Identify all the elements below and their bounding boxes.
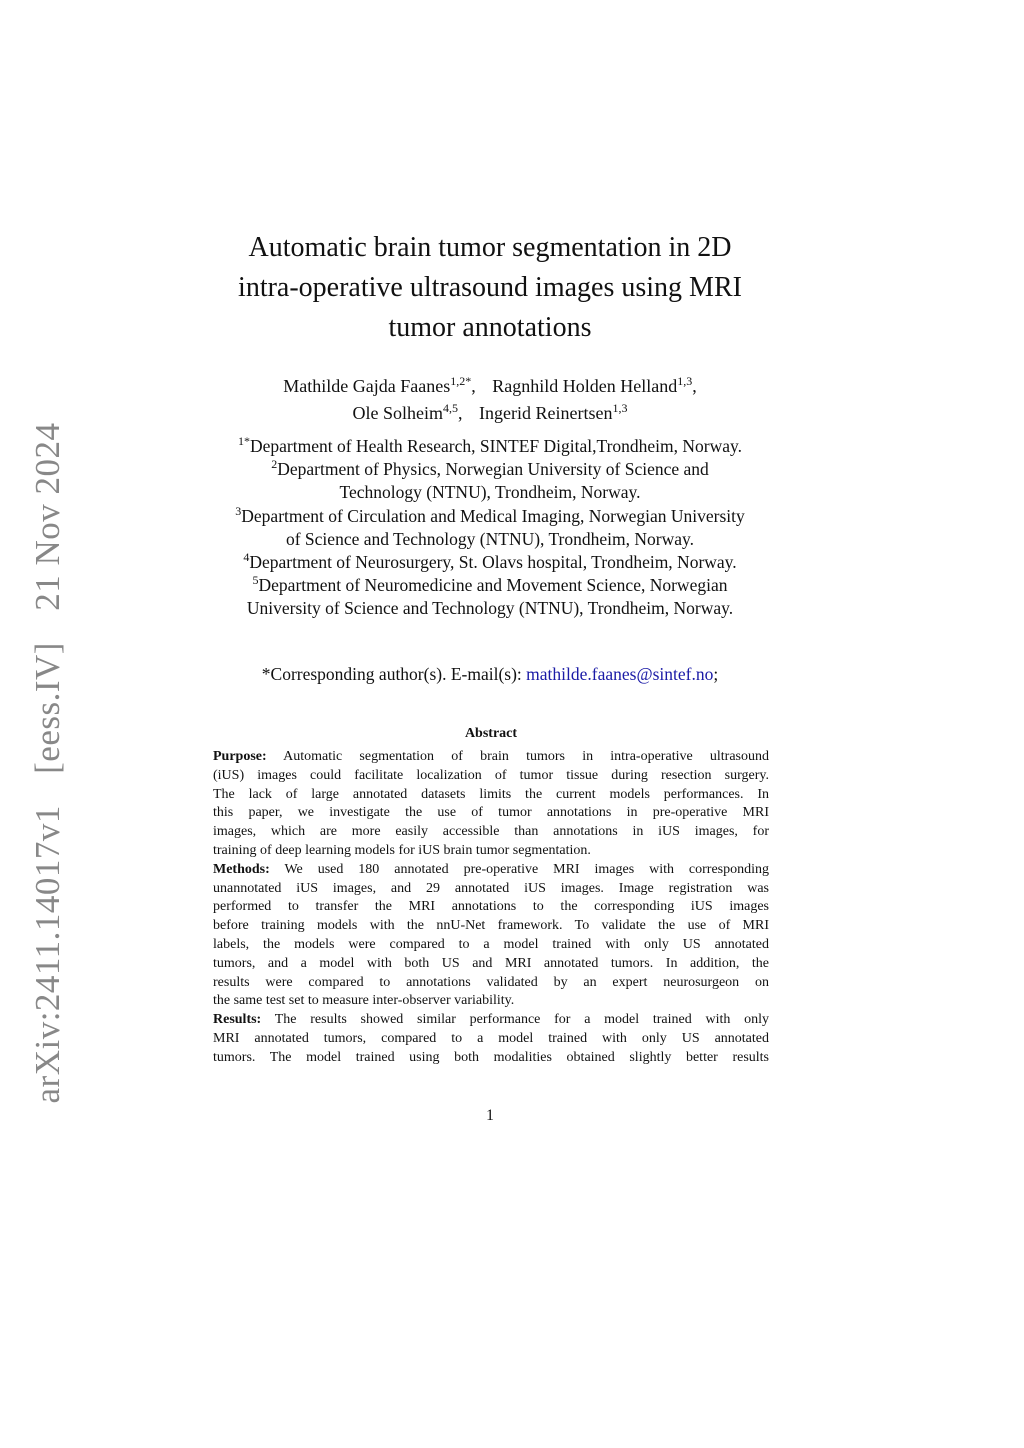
- abstract-line: Results: The results showed similar performance for a model trained with only: [213, 1012, 770, 1028]
- abstract-line: MRI annotated tumors, compared to a model trained with only US annotated: [213, 1030, 769, 1046]
- title-line: tumor annotations: [388, 312, 592, 343]
- email-link[interactable]: mathilde.faanes@sintef.no: [526, 664, 714, 684]
- affiliation-continuation: Technology (NTNU), Trondheim, Norway.: [339, 482, 641, 503]
- abstract-section-label: Methods:: [213, 861, 270, 877]
- page-number: 1: [486, 1107, 494, 1124]
- abstract-line: labels, the models were compared to a model trained with only US annotated: [213, 936, 769, 952]
- author: Ole Solheim$^{4,5}$,: [352, 401, 463, 423]
- author-list: [190, 373, 790, 427]
- abstract-body: [213, 748, 769, 1068]
- arxiv-category: [eess.IV]: [28, 642, 67, 774]
- author: Ingerid Reinertsen$^{1,3}$: [479, 401, 628, 423]
- affiliation-continuation: University of Science and Technology (NTNU), Trondheim, Norway.: [246, 598, 734, 619]
- affiliation: $^3$Department of Circulation and Medical Imaging, Norwegian University: [235, 503, 745, 526]
- abstract-line: images, which are more easily accessible than annotations in iUS images, for: [213, 824, 769, 840]
- abstract-section-label: Purpose:: [213, 749, 267, 764]
- abstract-line: unannotated iUS images, and 29 annotated iUS images. Image registration was: [213, 880, 769, 896]
- affiliation: $^4$Department of Neurosurgery, St. Olavs hospital, Trondheim, Norway.: [243, 550, 737, 573]
- abstract-section-label: Results:: [213, 1012, 262, 1028]
- abstract-line: performed to transfer the MRI annotations to the corresponding iUS images: [213, 899, 769, 915]
- abstract-heading: Abstract: [464, 726, 518, 741]
- abstract-line: tumors. The model trained using both modalities obtained slightly better results: [213, 1049, 769, 1065]
- corresponding-author: *Corresponding author(s). E-mail(s): mathilde.faanes@sintef.no;: [261, 664, 719, 684]
- abstract-line: this paper, we investigate the use of tumor annotations in pre-operative MRI: [213, 805, 769, 821]
- corresponding-prefix: *Corresponding author(s). E-mail(s):: [261, 664, 522, 684]
- arxiv-identifier-stamp: [28, 401, 68, 1104]
- affiliation-continuation: of Science and Technology (NTNU), Trondheim, Norway.: [285, 528, 694, 549]
- abstract-line: Methods: We used 180 annotated pre-operative MRI images with corresponding: [213, 861, 770, 877]
- abstract-line: tumors, and a model with both US and MRI annotated tumors. In addition, the: [213, 955, 769, 971]
- arxiv-date: 21 Nov 2024: [28, 422, 67, 611]
- title-line: Automatic brain tumor segmentation in 2D: [248, 232, 732, 263]
- affiliation: $^2$Department of Physics, Norwegian University of Science and: [271, 457, 709, 480]
- abstract-line: The lack of large annotated datasets limits the current models performances. In: [213, 786, 769, 802]
- author: Ragnhild Holden Helland$^{1,3}$,: [492, 374, 697, 396]
- arxiv-id: arXiv:2411.14017v1: [28, 805, 67, 1104]
- affiliation: $^{1*}$Department of Health Research, SINTEF Digital,Trondheim, Norway.: [238, 434, 742, 456]
- abstract-line: Purpose: Automatic segmentation of brain tumors in intra-operative ultrasound: [213, 749, 769, 764]
- abstract-line: the same test set to measure inter-observer variability.: [213, 993, 515, 1009]
- abstract-line: training of deep learning models for iUS brain tumor segmentation.: [213, 842, 591, 858]
- affiliation-list: [185, 435, 795, 621]
- abstract-line: (iUS) images could facilitate localization of tumor tissue during resection surgery.: [213, 767, 769, 783]
- affiliation: $^5$Department of Neuromedicine and Movement Science, Norwegian: [252, 573, 728, 596]
- abstract-line: before training models with the nnU-Net framework. To validate the use of MRI: [213, 918, 769, 934]
- paper-title: [190, 228, 790, 348]
- title-line: intra-operative ultrasound images using MRI: [238, 272, 742, 303]
- author: Mathilde Gajda Faanes$^{1,2*}$,: [283, 374, 476, 396]
- abstract-line: results were compared to annotations validated by an expert neurosurgeon on: [213, 974, 769, 990]
